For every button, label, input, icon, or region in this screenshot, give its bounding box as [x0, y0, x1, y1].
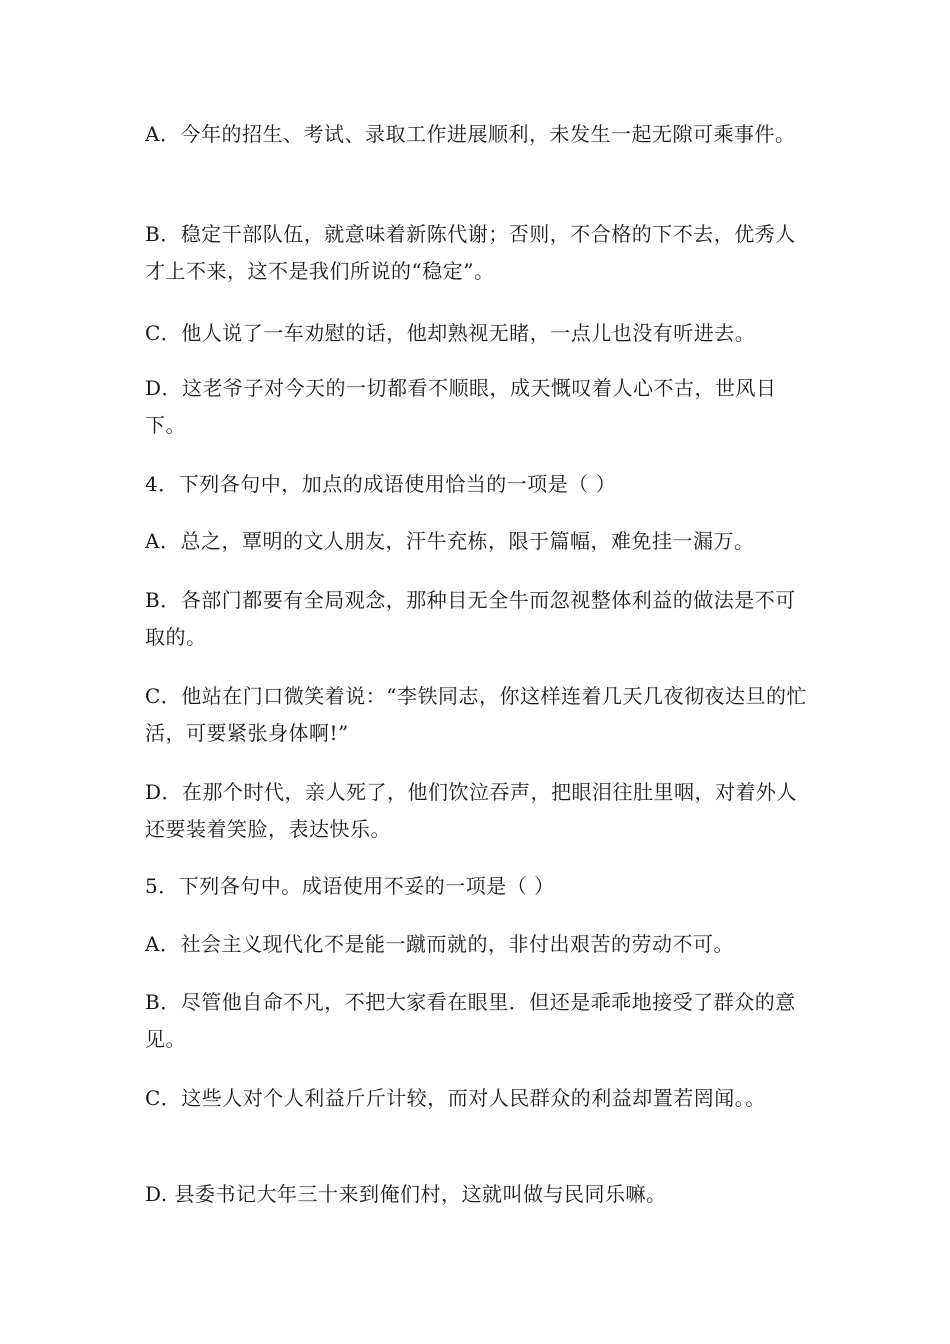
option-a-q5: A．社会主义现代化不是能一蹴而就的，非付出艰苦的劳动不可。: [145, 932, 734, 956]
option-d-q3: D．这老爷子对今天的一切都看不顺眼，成天慨叹着人心不古，世风日下。: [145, 376, 777, 437]
option-b-q5: B．尽管他自命不凡，不把大家看在眼里．但还是乖乖地接受了群众的意见。: [145, 990, 796, 1051]
option-a-q3: A．今年的招生、考试、录取工作进展顺利，未发生一起无隙可乘事件。: [145, 122, 796, 146]
question-4-stem: 4．下列各句中，加点的成语使用恰当的一项是（ ）: [145, 472, 617, 496]
option-d-q5: D. 县委书记大年三十来到俺们村，这就叫做与民同乐嘛。: [145, 1182, 667, 1206]
option-c-q5: C．这些人对个人利益斤斤计较，而对人民群众的利益却置若罔闻。。: [145, 1086, 766, 1110]
question-5-stem: 5．下列各句中。成语使用不妥的一项是（ ）: [145, 874, 555, 898]
option-d-q4: D．在那个时代，亲人死了，他们饮泣吞声，把眼泪往肚里咽，对着外人还要装着笑脸，表达快乐。: [145, 780, 798, 841]
option-c-q4: C．他站在门口微笑着说：“李铁同志，你这样连着几天几夜彻夜达旦的忙活，可要紧张身体啊!”: [145, 684, 808, 745]
option-c-q3: C．他人说了一车劝慰的话，他却熟视无睹，一点儿也没有听进去。: [145, 321, 756, 345]
option-a-q4: A．总之，覃明的文人朋友，汗牛充栋，限于篇幅，难免挂一漏万。: [145, 529, 755, 553]
option-b-q4: B．各部门都要有全局观念，那种目无全牛而忽视整体利益的做法是不可取的。: [145, 588, 796, 649]
option-b-q3: B．稳定干部队伍，就意味着新陈代谢；否则，不合格的下不去，优秀人才上不来，这不是我们所说的“稳定”。: [145, 222, 796, 283]
